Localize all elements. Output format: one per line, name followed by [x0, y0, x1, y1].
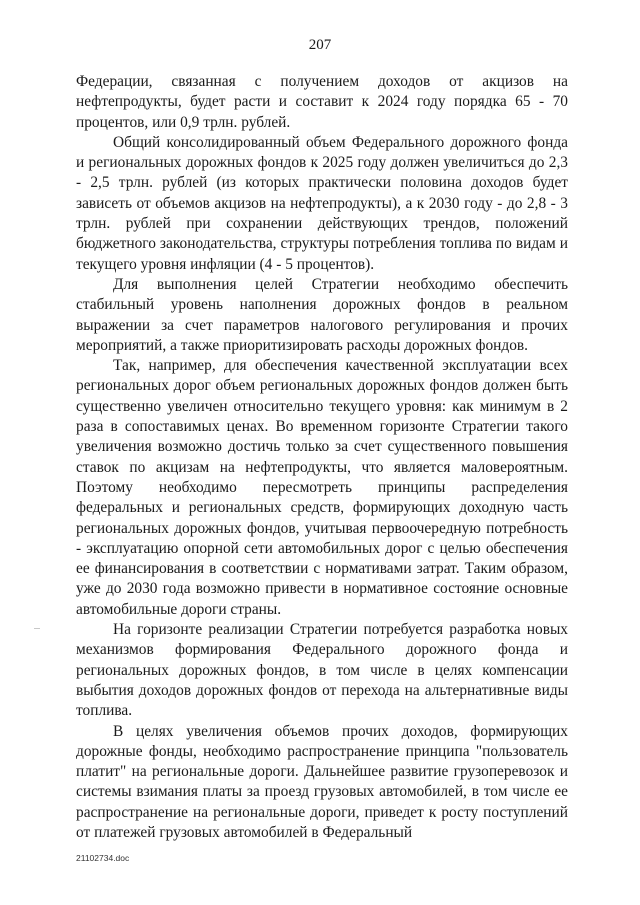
body-text	[76, 72, 568, 843]
paragraph-road-fund-volume: Общий консолидированный объем Федерального дорожного фонда и региональных дорожных фондов к 2025 году должен увеличиться до 2,3 - 2,5 трлн. рублей (из которых практически половина доходов будет зависеть от объемов акцизов на нефтепродукты), а к 2030 году - до 2,8 - 3 трлн. рублей при сохранении действующих трендов, положений бюджетного законодательства, структуры потребления топлива по видам и текущего уровня инфляции (4 - 5 процентов).	[76, 133, 568, 273]
paragraph-user-pays: В целях увеличения объемов прочих доходов, формирующих дорожные фонды, необходимо распространение принципа "пользователь платит" на региональные дороги. Дальнейшее развитие грузоперевозок и системы взимания платы за проезд грузовых автомобилей, в том числе ее распространение на региональные дороги, приведет к росту поступлений от платежей грузовых автомобилей в Федеральный	[76, 722, 568, 841]
paragraph-continuation: Федерации, связанная с получением доходов от акцизов на нефтепродукты, будет расти и составит к 2024 году порядка 65 - 70 процентов, или 0,9 трлн. рублей.	[76, 73, 568, 131]
paragraph-new-mechanisms: На горизонте реализации Стратегии потребуется разработка новых механизмов формирования Федерального дорожного фонда и региональных дорожных фондов, в том числе в целях компенсации выбытия доходов дорожных фондов от перехода на альтернативные виды топлива.	[76, 621, 568, 720]
paragraph-strategy-goals: Для выполнения целей Стратегии необходимо обеспечить стабильный уровень наполнения дорожных фондов в реальном выражении за счет параметров налогового регулирования и прочих мероприятий, а также приоритизировать расходы дорожных фондов.	[76, 275, 568, 354]
document-id-footer: 21102734.doc	[76, 853, 130, 863]
paragraph-regional-roads: Так, например, для обеспечения качественной эксплуатации всех региональных дорог объем региональных дорожных фондов должен быть существенно увеличен относительно текущего уровня: как минимум в 2 раза в сопоставимых ценах. Во временном горизонте Стратегии такого увеличения возможно достичь только за счет существенного повышения ставок по акцизам на нефтепродукты, что является маловероятным. Поэтому необходимо пересмотреть принципы распределения федеральных и региональных средств, формирующих доходную часть региональных дорожных фондов, учитывая первоочередную потребность - эксплуатацию опорной сети автомобильных дорог с целью обеспечения ее финансирования в соответствии с нормативами затрат. Таким образом, уже до 2030 года возможно привести в нормативное состояние основные автомобильные дороги страны.	[76, 357, 568, 618]
page-number: 207	[308, 37, 332, 53]
margin-mark	[34, 628, 40, 629]
